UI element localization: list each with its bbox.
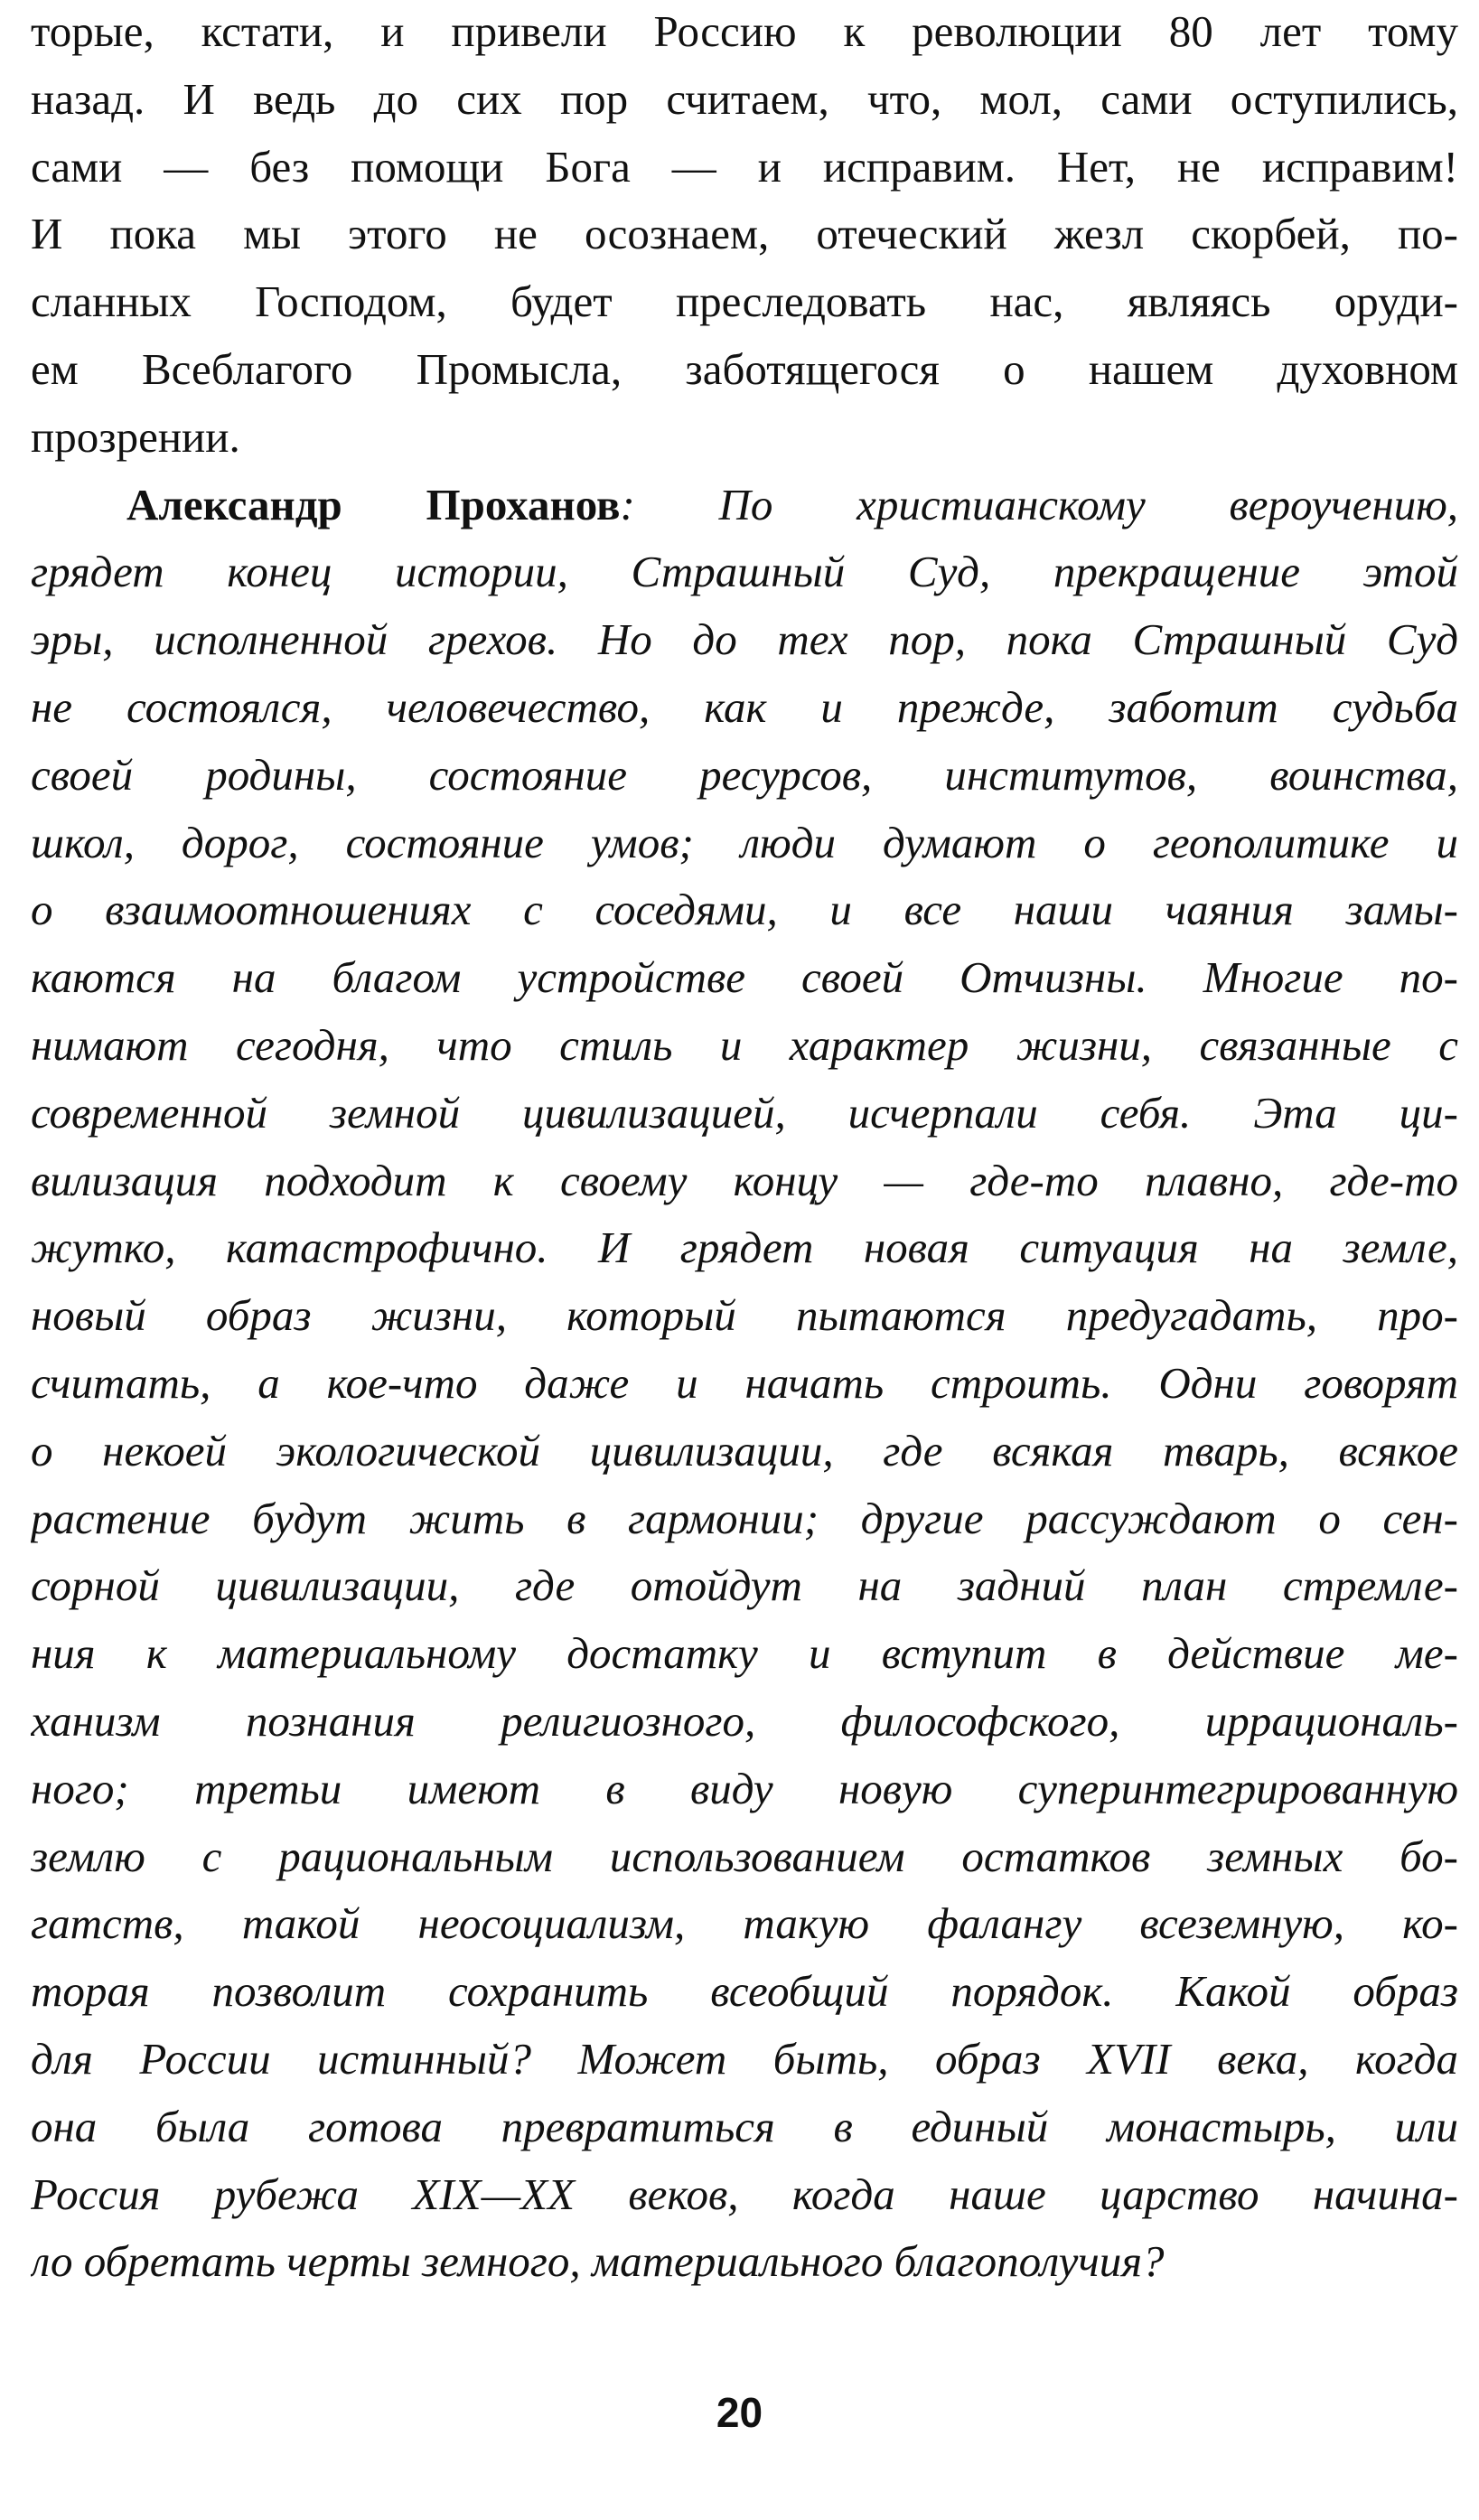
text-line: своей родины, состояние ресурсов, институтов, воинства, [31,749,1458,800]
text-line: современной земной цивилизацией, исчерпали себя. Эта ци- [31,1087,1458,1138]
speaker-name: Александр Проханов [126,479,621,529]
text-line: сами — без помощи Бога — и исправим. Нет, не исправим! [31,141,1458,192]
paragraph-2 [31,472,1458,2297]
text-line: грядет конец истории, Страшный Суд, прекращение этой [31,547,1458,597]
text-line: гатств, такой неосоциализм, такую фалангу всеземную, ко- [31,1898,1458,1949]
text-line [31,472,1458,539]
text-line: ханизм познания религиозного, философского, иррациональ- [31,1695,1458,1746]
text-line: о взаимоотношениях с соседями, и все наши чаяния замы- [31,885,1458,935]
text-line: сланных Господом, будет преследовать нас, являясь оруди- [31,276,1458,327]
text-line: нимают сегодня, что стиль и характер жизни, связанные с [31,1019,1458,1070]
page-body [31,0,1458,2296]
text-line: Россия рубежа XIX—XX веков, когда наше царство начина- [31,2169,1458,2219]
text-line: торая позволит сохранить всеобщий порядок. Какой образ [31,1966,1458,2017]
text-line: торые, кстати, и привели Россию к революции 80 лет тому [31,6,1458,56]
text-line: ния к материальному достатку и вступит в действие ме- [31,1628,1458,1679]
text-line: эры, исполненной грехов. Но до тех пор, пока Страшный Суд [31,614,1458,665]
text-line: она была готова превратиться в единый монастырь, или [31,2101,1458,2151]
text-line: жутко, катастрофично. И грядет новая ситуация на земле, [31,1223,1458,1273]
text-line: ного; третьи имеют в виду новую суперинтегрированную [31,1763,1458,1813]
text-line: ем Всеблагого Промысла, заботящегося о нашем духовном [31,343,1458,394]
text-line: ло обретать черты земного, материального благополучия? [31,2236,1165,2287]
text-line: о некоей экологической цивилизации, где всякая тварь, всякое [31,1425,1458,1475]
page-number: 20 [716,2389,763,2436]
text-line: землю с рациональным использованием остатков земных бо- [31,1831,1458,1881]
speaker-question-start: : По христианскому вероучению, [620,479,1458,529]
text-line: сорной цивилизации, где отойдут на задний план стремле- [31,1560,1458,1611]
text-line: для России истинный? Может быть, образ XVII века, когда [31,2033,1458,2084]
text-line: новый образ жизни, который пытаются предугадать, про- [31,1290,1458,1341]
text-line: И пока мы этого не осознаем, отеческий жезл скорбей, по- [31,209,1458,259]
text-line: не состоялся, человечество, как и прежде, заботит судьба [31,681,1458,732]
text-line: школ, дорог, состояние умов; люди думают о геополитике и [31,817,1458,867]
text-line: прозрении. [31,411,240,462]
text-line: каются на благом устройстве своей Отчизны. Многие по- [31,952,1458,1003]
text-line: вилизация подходит к своему концу — где-то плавно, где-то [31,1155,1458,1205]
text-line: назад. И ведь до сих пор считаем, что, мол, сами оступились, [31,73,1458,124]
text-line: растение будут жить в гармонии; другие рассуждают о сен- [31,1493,1458,1543]
paragraph-1 [31,0,1458,472]
text-line: считать, а кое-что даже и начать строить. Одни говорят [31,1357,1458,1408]
